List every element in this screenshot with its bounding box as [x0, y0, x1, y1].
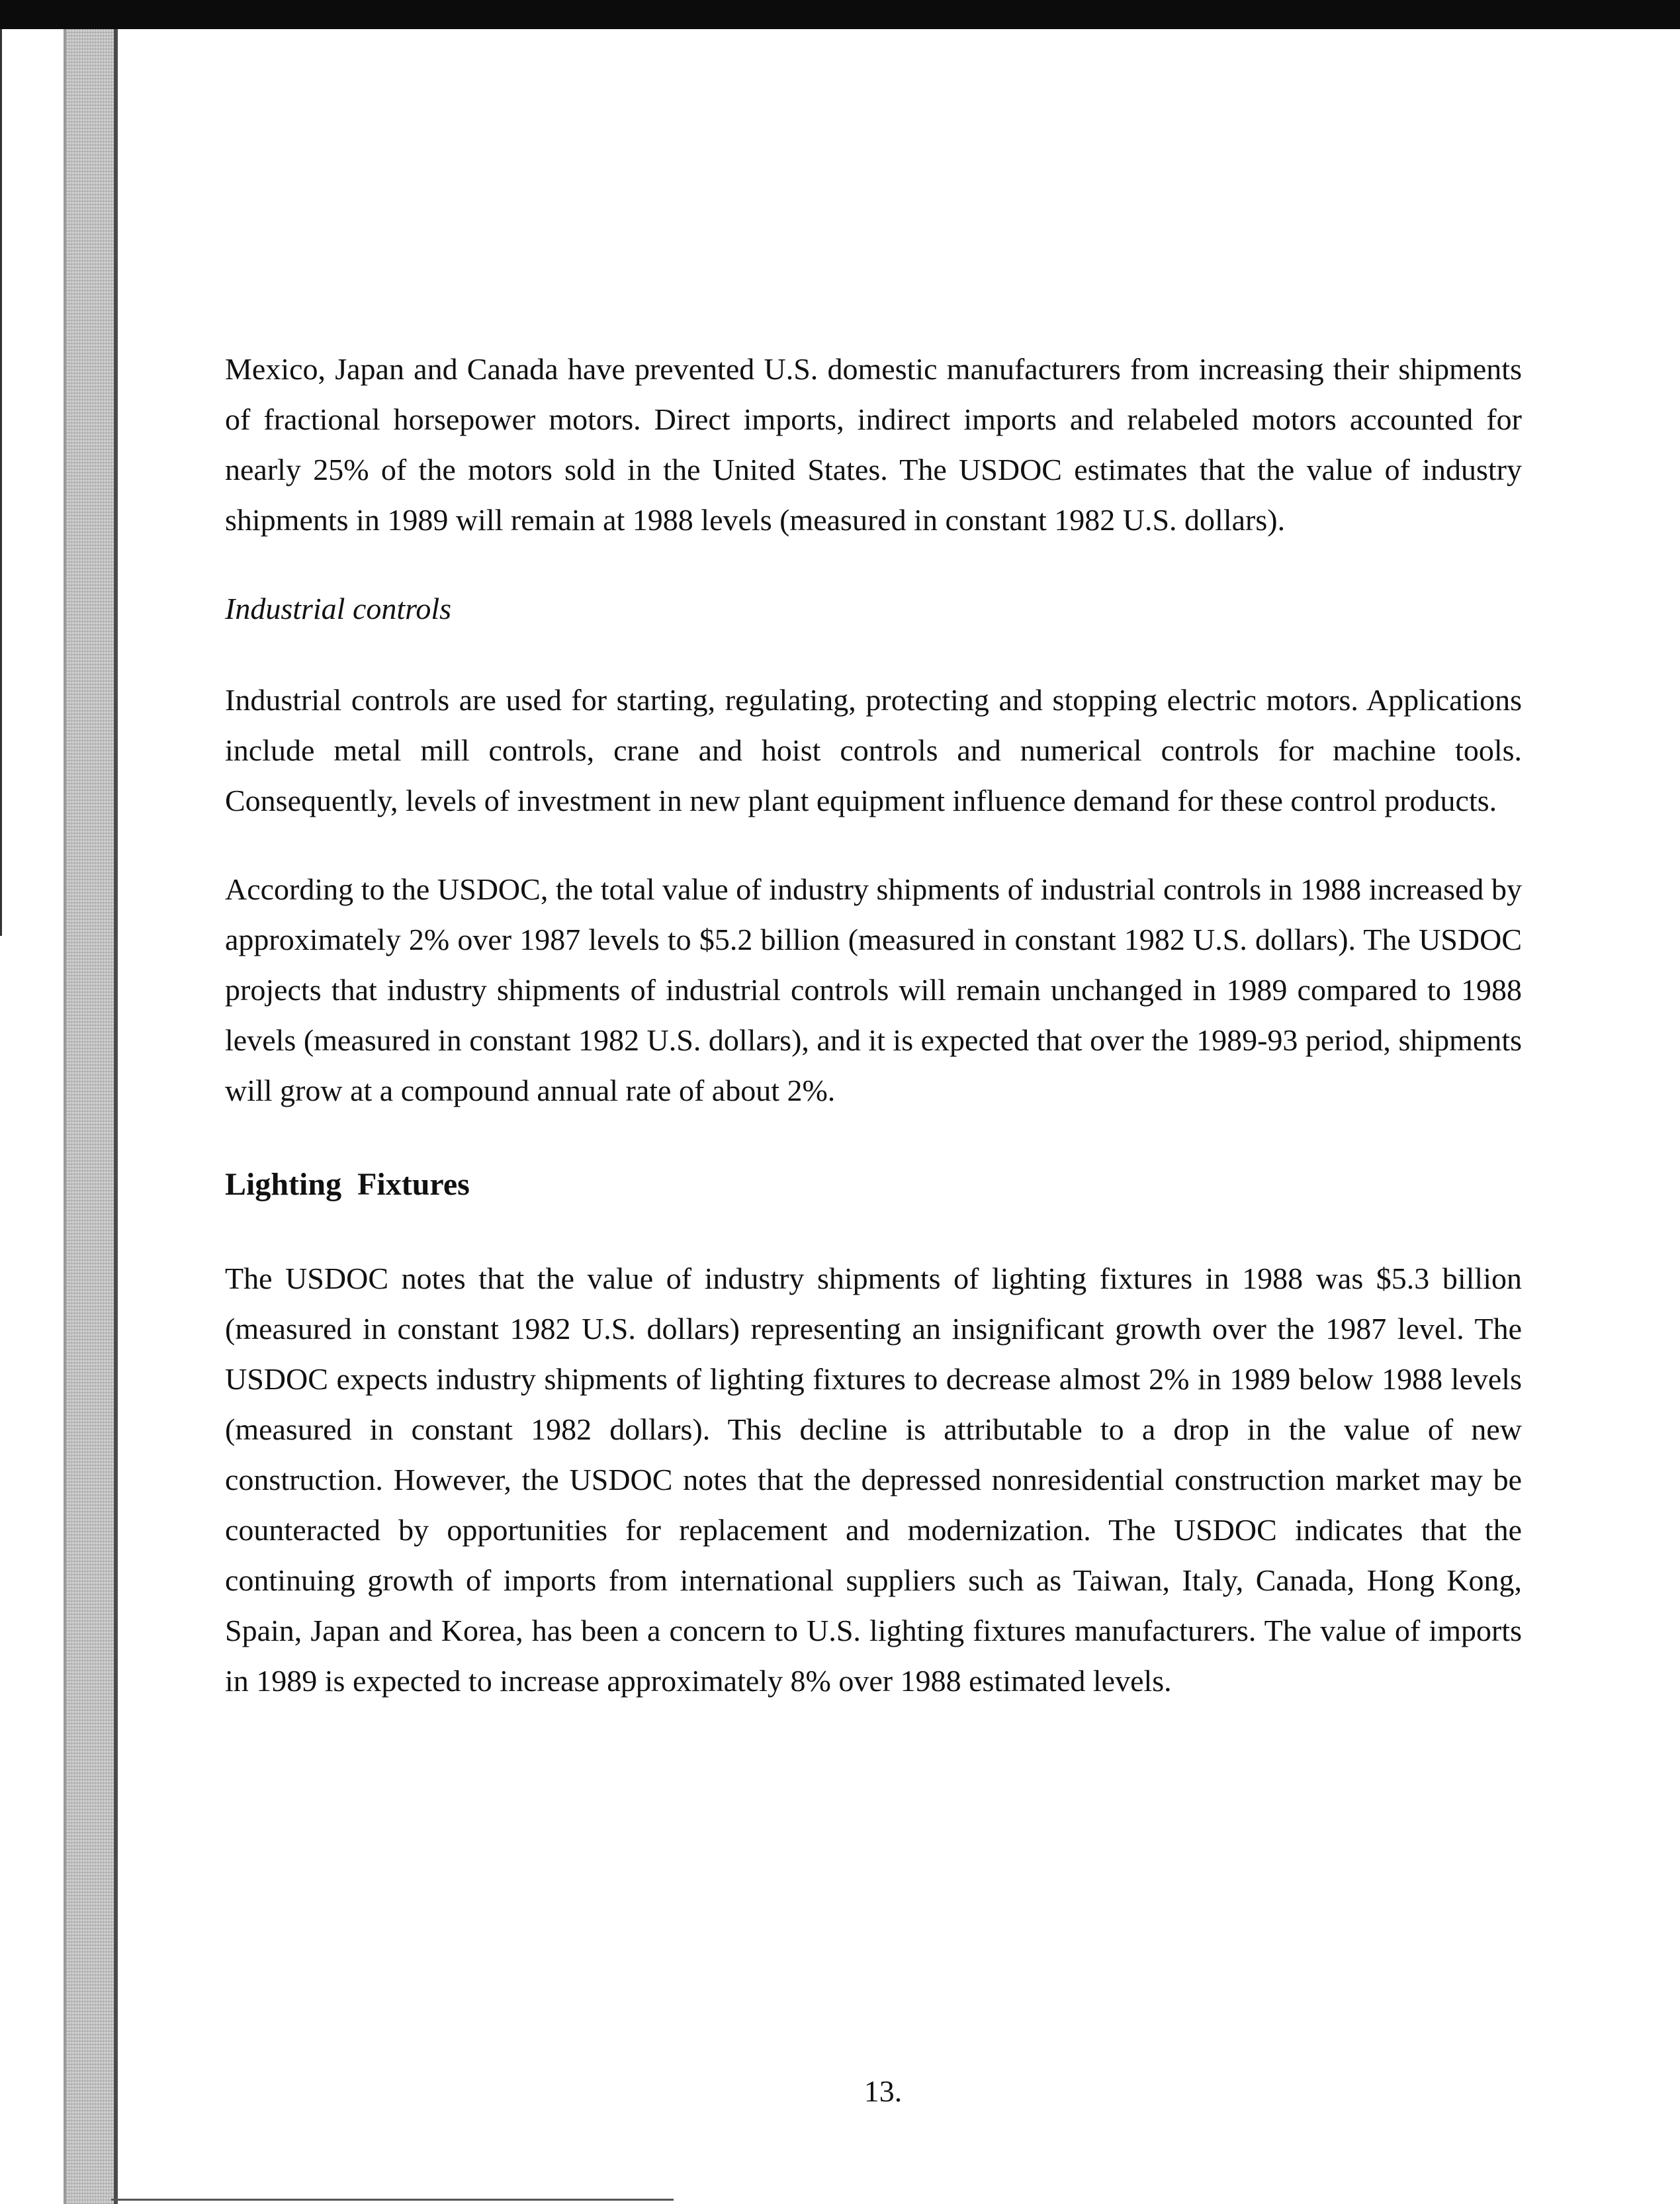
- paragraph-controls-shipments: According to the USDOC, the total value of industry shipments of industrial controls in 1988 increased by approximately 2% over 1987 levels to $5.2 billion (measured in constant 1982 U.S. dollars). The USDOC projects that industry shipments of industrial controls will remain unchanged in 1989 compared to 1988 levels (measured in constant 1982 U.S. dollars), and it is expected that over the 1989-93 period, shipments will grow at a compound annual rate of about 2%.: [225, 872, 1522, 1107]
- scan-top-border: [0, 0, 1680, 29]
- paragraph-controls-intro: Industrial controls are used for starting, regulating, protecting and stopping electric motors. Applications include metal mill controls, crane and hoist controls and numerical controls for machine tools. Consequently, levels of investment in new plant equipment influence demand for these control products.: [225, 683, 1522, 817]
- page-body: [225, 344, 1522, 1706]
- paragraph-motors-continued: Mexico, Japan and Canada have prevented U.S. domestic manufacturers from increasing their shipments of fractional horsepower motors. Direct imports, indirect imports and relabeled motors accounted for nearly 25% of the motors sold in the United States. The USDOC estimates that the value of industry shipments in 1989 will remain at 1988 levels (measured in constant 1982 U.S. dollars).: [225, 352, 1522, 537]
- section-heading-lighting-fixtures: Lighting Fixtures: [225, 1167, 470, 1202]
- paragraph-lighting: The USDOC notes that the value of industry shipments of lighting fixtures in 1988 was $5.3 billion (measured in constant 1982 U.S. dollars) representing an insignificant growth over the 1987 level. The USDOC expects industry shipments of lighting fixtures to decrease almost 2% in 1989 below 1988 levels (measured in constant 1982 dollars). This decline is attributable to a drop in the value of new construction. However, the USDOC notes that the depressed nonresidential construction market may be counteracted by opportunities for replacement and modernization. The USDOC indicates that the continuing growth of imports from international suppliers such as Taiwan, Italy, Canada, Hong Kong, Spain, Japan and Korea, has been a concern to U.S. lighting fixtures manufacturers. The value of imports in 1989 is expected to increase approximately 8% over 1988 estimated levels.: [225, 1262, 1522, 1698]
- scan-binding-edge: [64, 29, 118, 2204]
- scan-left-edge-line: [0, 29, 2, 936]
- page-number: 13.: [863, 2074, 903, 2108]
- scan-bottom-edge-line: [111, 2199, 674, 2201]
- section-heading-industrial-controls: Industrial controls: [225, 592, 452, 625]
